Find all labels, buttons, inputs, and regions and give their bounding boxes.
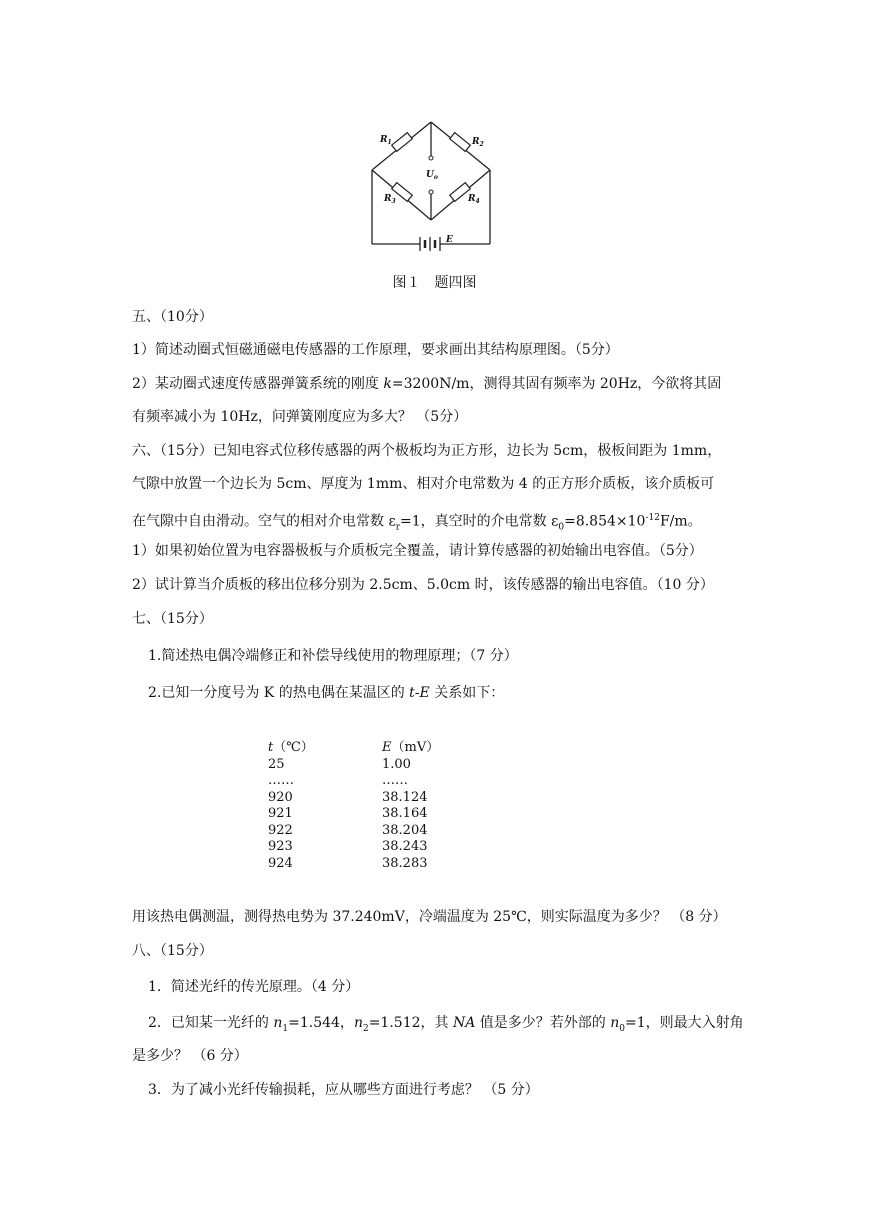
table-row: …… …… bbox=[268, 773, 408, 788]
thermocouple-table bbox=[268, 740, 502, 872]
q6-part2: 2）试计算当介质板的移出位移分别为 2.5cm、5.0cm 时，该传感器的输出电容值。（10 分） bbox=[132, 577, 714, 593]
q6-line1: 六、（15分）已知电容式位移传感器的两个极板均为正方形，边长为 5cm，极板间距为 1mm， bbox=[132, 443, 722, 459]
q8-part3: 3．为了减小光纤传输损耗，应从哪些方面进行考虑？ （5 分） bbox=[148, 1082, 539, 1098]
table-row: 924 38.283 bbox=[268, 855, 428, 871]
label-r2: $R_2$ bbox=[472, 137, 484, 148]
figure-caption: 图１ 题四图 bbox=[392, 275, 477, 291]
table-row: 923 38.243 bbox=[268, 839, 428, 854]
q8-part2-line1: 2．已知某一光纤的 $n_1=1.544$，$n_2=1.512$，其 NA 值是多少？若外部的 $n_0=1$，则最大入射角 bbox=[148, 1015, 744, 1034]
table-row: 921 38.164 bbox=[268, 806, 428, 821]
q7-part2: 2.已知一分度号为 K 的热电偶在某温区的 t-E 关系如下： bbox=[148, 685, 505, 701]
label-r4: $R_4$ bbox=[468, 194, 480, 205]
q8-header: 八、（15分） bbox=[132, 943, 213, 959]
resistor-r2 bbox=[450, 133, 471, 152]
q5-header: 五、（10分） bbox=[132, 309, 213, 325]
bridge-circuit-figure bbox=[340, 100, 530, 260]
resistor-r1 bbox=[392, 133, 413, 152]
table-header-t: t（℃） bbox=[268, 740, 314, 755]
label-r1: $R_1$ bbox=[380, 135, 392, 146]
label-uo: $U_o$ bbox=[426, 170, 438, 181]
q7-part1: 1.简述热电偶冷端修正和补偿导线使用的物理原理；（7 分） bbox=[148, 648, 518, 664]
label-r3: $R_3$ bbox=[384, 194, 396, 205]
q6-line2: 气隙中放置一个边长为 5cm、厚度为 1mm、相对介电常数为 4 的正方形介质板，该介质板可 bbox=[132, 476, 715, 492]
table-row: 922 38.204 bbox=[268, 822, 428, 838]
q5-part2-line1: 2）某动圈式速度传感器弹簧系统的刚度 k=3200N/m，测得其固有频率为 20Hz，今欲将其固 bbox=[132, 376, 722, 392]
table-header bbox=[268, 740, 502, 757]
table-row: 920 38.124 bbox=[268, 789, 428, 805]
terminal-top bbox=[429, 156, 433, 160]
q8-part2-line2: 是多少？ （6 分） bbox=[132, 1048, 248, 1064]
q6-part1: 1）如果初始位置为电容器极板与介质板完全覆盖，请计算传感器的初始输出电容值。（5分） bbox=[132, 543, 703, 559]
table-row: 25 1.00 bbox=[268, 756, 411, 772]
q5-part1: 1）简述动圈式恒磁通磁电传感器的工作原理，要求画出其结构原理图。（5分） bbox=[132, 342, 619, 358]
label-e: E bbox=[446, 235, 453, 245]
bridge-circuit-diagram bbox=[340, 100, 530, 260]
q8-part1: 1．简述光纤的传光原理。（4 分） bbox=[148, 979, 360, 995]
table-header-e: E（mV） bbox=[382, 740, 440, 755]
q5-part2-line2: 有频率减小为 10Hz，问弹簧刚度应为多大？ （5分） bbox=[132, 409, 468, 425]
q6-line3: 在气隙中自由滑动。空气的相对介电常数 $\varepsilon_r=1$，真空时的介电常数 $\varepsilon_0=8.854\times 10^{-12}F/m$。 bbox=[132, 513, 702, 533]
q7-part3: 用该热电偶测温，测得热电势为 37.240mV，冷端温度为 25℃，则实际温度为多少？ （8 分） bbox=[132, 909, 727, 925]
battery-symbol bbox=[420, 237, 440, 251]
q7-header: 七、（15分） bbox=[132, 611, 213, 627]
terminal-bottom bbox=[429, 190, 433, 194]
